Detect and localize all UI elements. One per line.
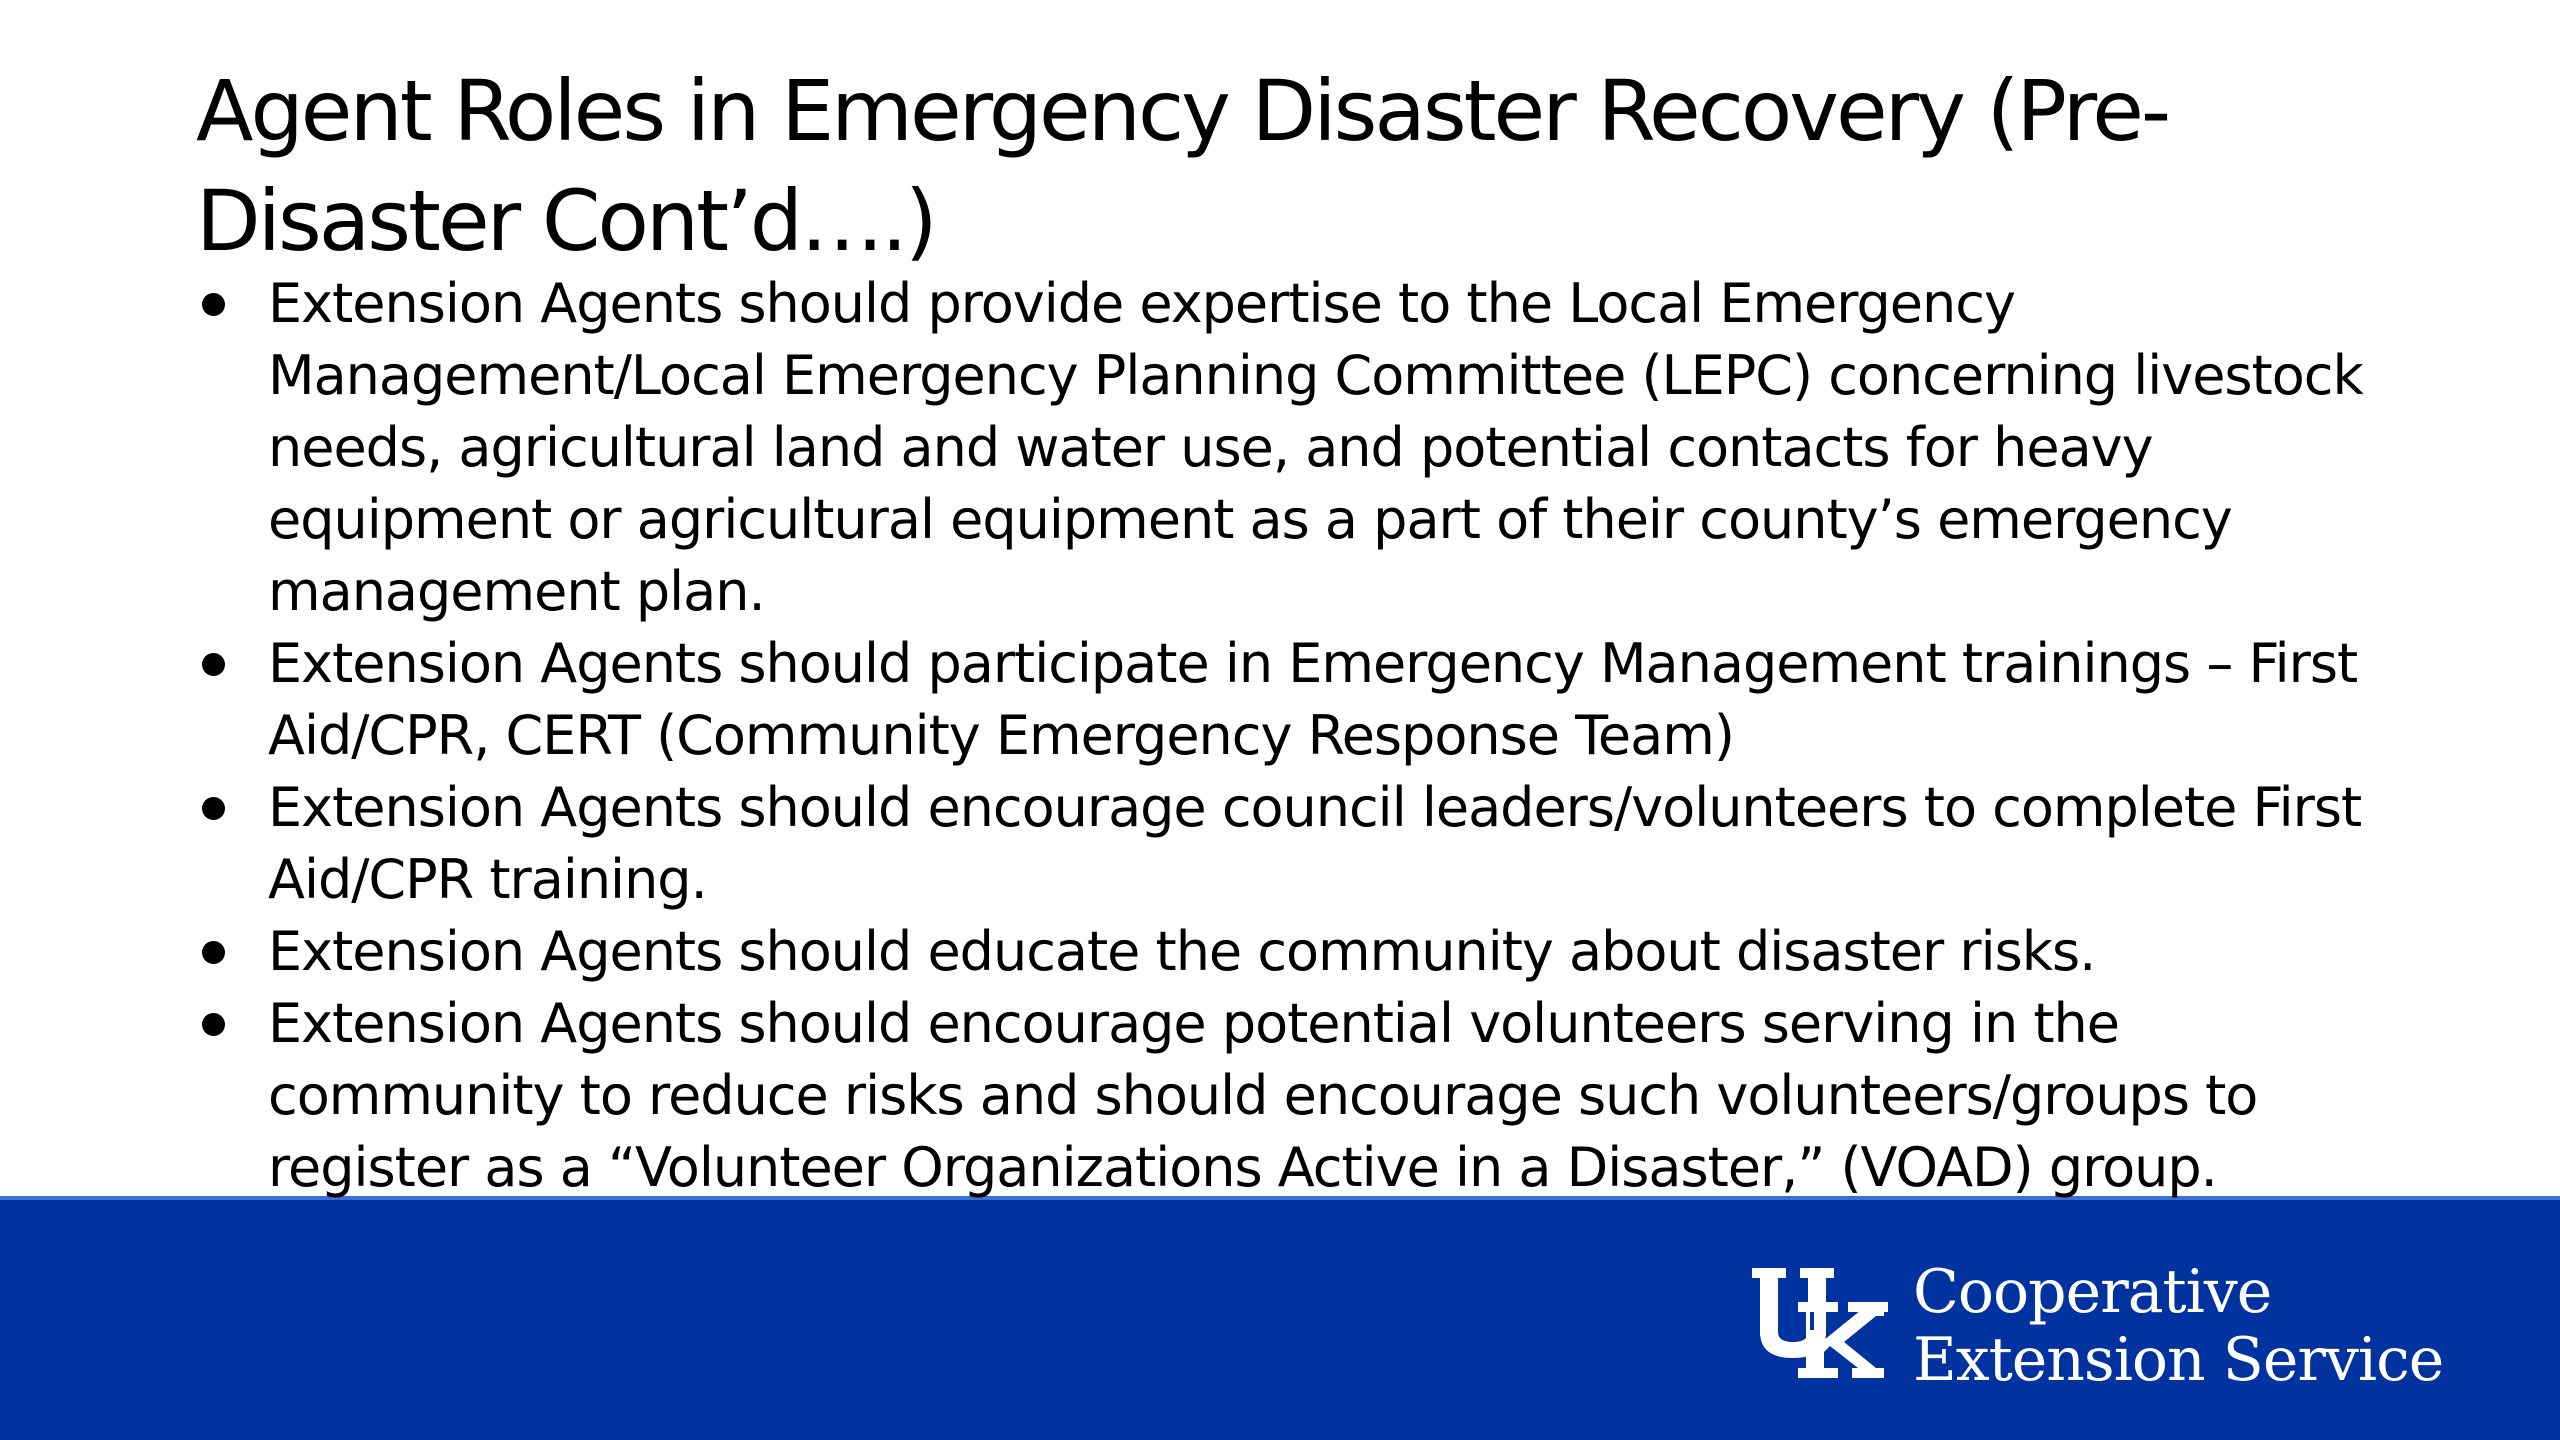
bullet-item bbox=[196, 916, 2376, 988]
slide-title: Agent Roles in Emergency Disaster Recovery (Pre-Disaster Cont’d….) bbox=[196, 62, 2169, 270]
bullet-item bbox=[196, 988, 2376, 1204]
bullet-list bbox=[196, 268, 2376, 1204]
bullet-text: Extension Agents should participate in Emergency Management trainings – First Aid/CPR, CERT (Community Emergency Response Team) bbox=[268, 632, 2358, 767]
bullet-dot-icon bbox=[202, 1013, 225, 1036]
bullet-dot-icon bbox=[202, 293, 225, 316]
logo-text bbox=[1913, 1258, 2443, 1394]
bullet-text: Extension Agents should encourage council leaders/volunteers to complete First Aid/CPR training. bbox=[268, 776, 2362, 911]
bullet-text: Extension Agents should provide expertise to the Local Emergency Management/Local Emergency Planning Committee (LEPC) concerning livestock needs, agricultural land and water use, and potential contacts for heavy equipment or agricultural equipment as a part of their county’s emergency management plan. bbox=[268, 272, 2363, 623]
uk-logo-icon bbox=[1748, 1262, 1890, 1384]
logo-line-2: Extension Service bbox=[1913, 1325, 2444, 1395]
bullet-item bbox=[196, 772, 2376, 916]
bullet-text: Extension Agents should encourage potential volunteers serving in the community to reduce risks and should encourage such volunteers/groups to register as a “Volunteer Organizations Active in a Disaster,” (VOAD) group. bbox=[268, 992, 2258, 1199]
bullet-item bbox=[196, 628, 2376, 772]
bullet-dot-icon bbox=[202, 797, 225, 820]
bullet-dot-icon bbox=[202, 653, 225, 676]
bullet-item bbox=[196, 268, 2376, 628]
cooperative-extension-logo bbox=[1748, 1258, 2468, 1398]
logo-line-1: Cooperative bbox=[1913, 1257, 2272, 1327]
bullet-dot-icon bbox=[202, 941, 225, 964]
bullet-text: Extension Agents should educate the community about disaster risks. bbox=[268, 920, 2096, 983]
